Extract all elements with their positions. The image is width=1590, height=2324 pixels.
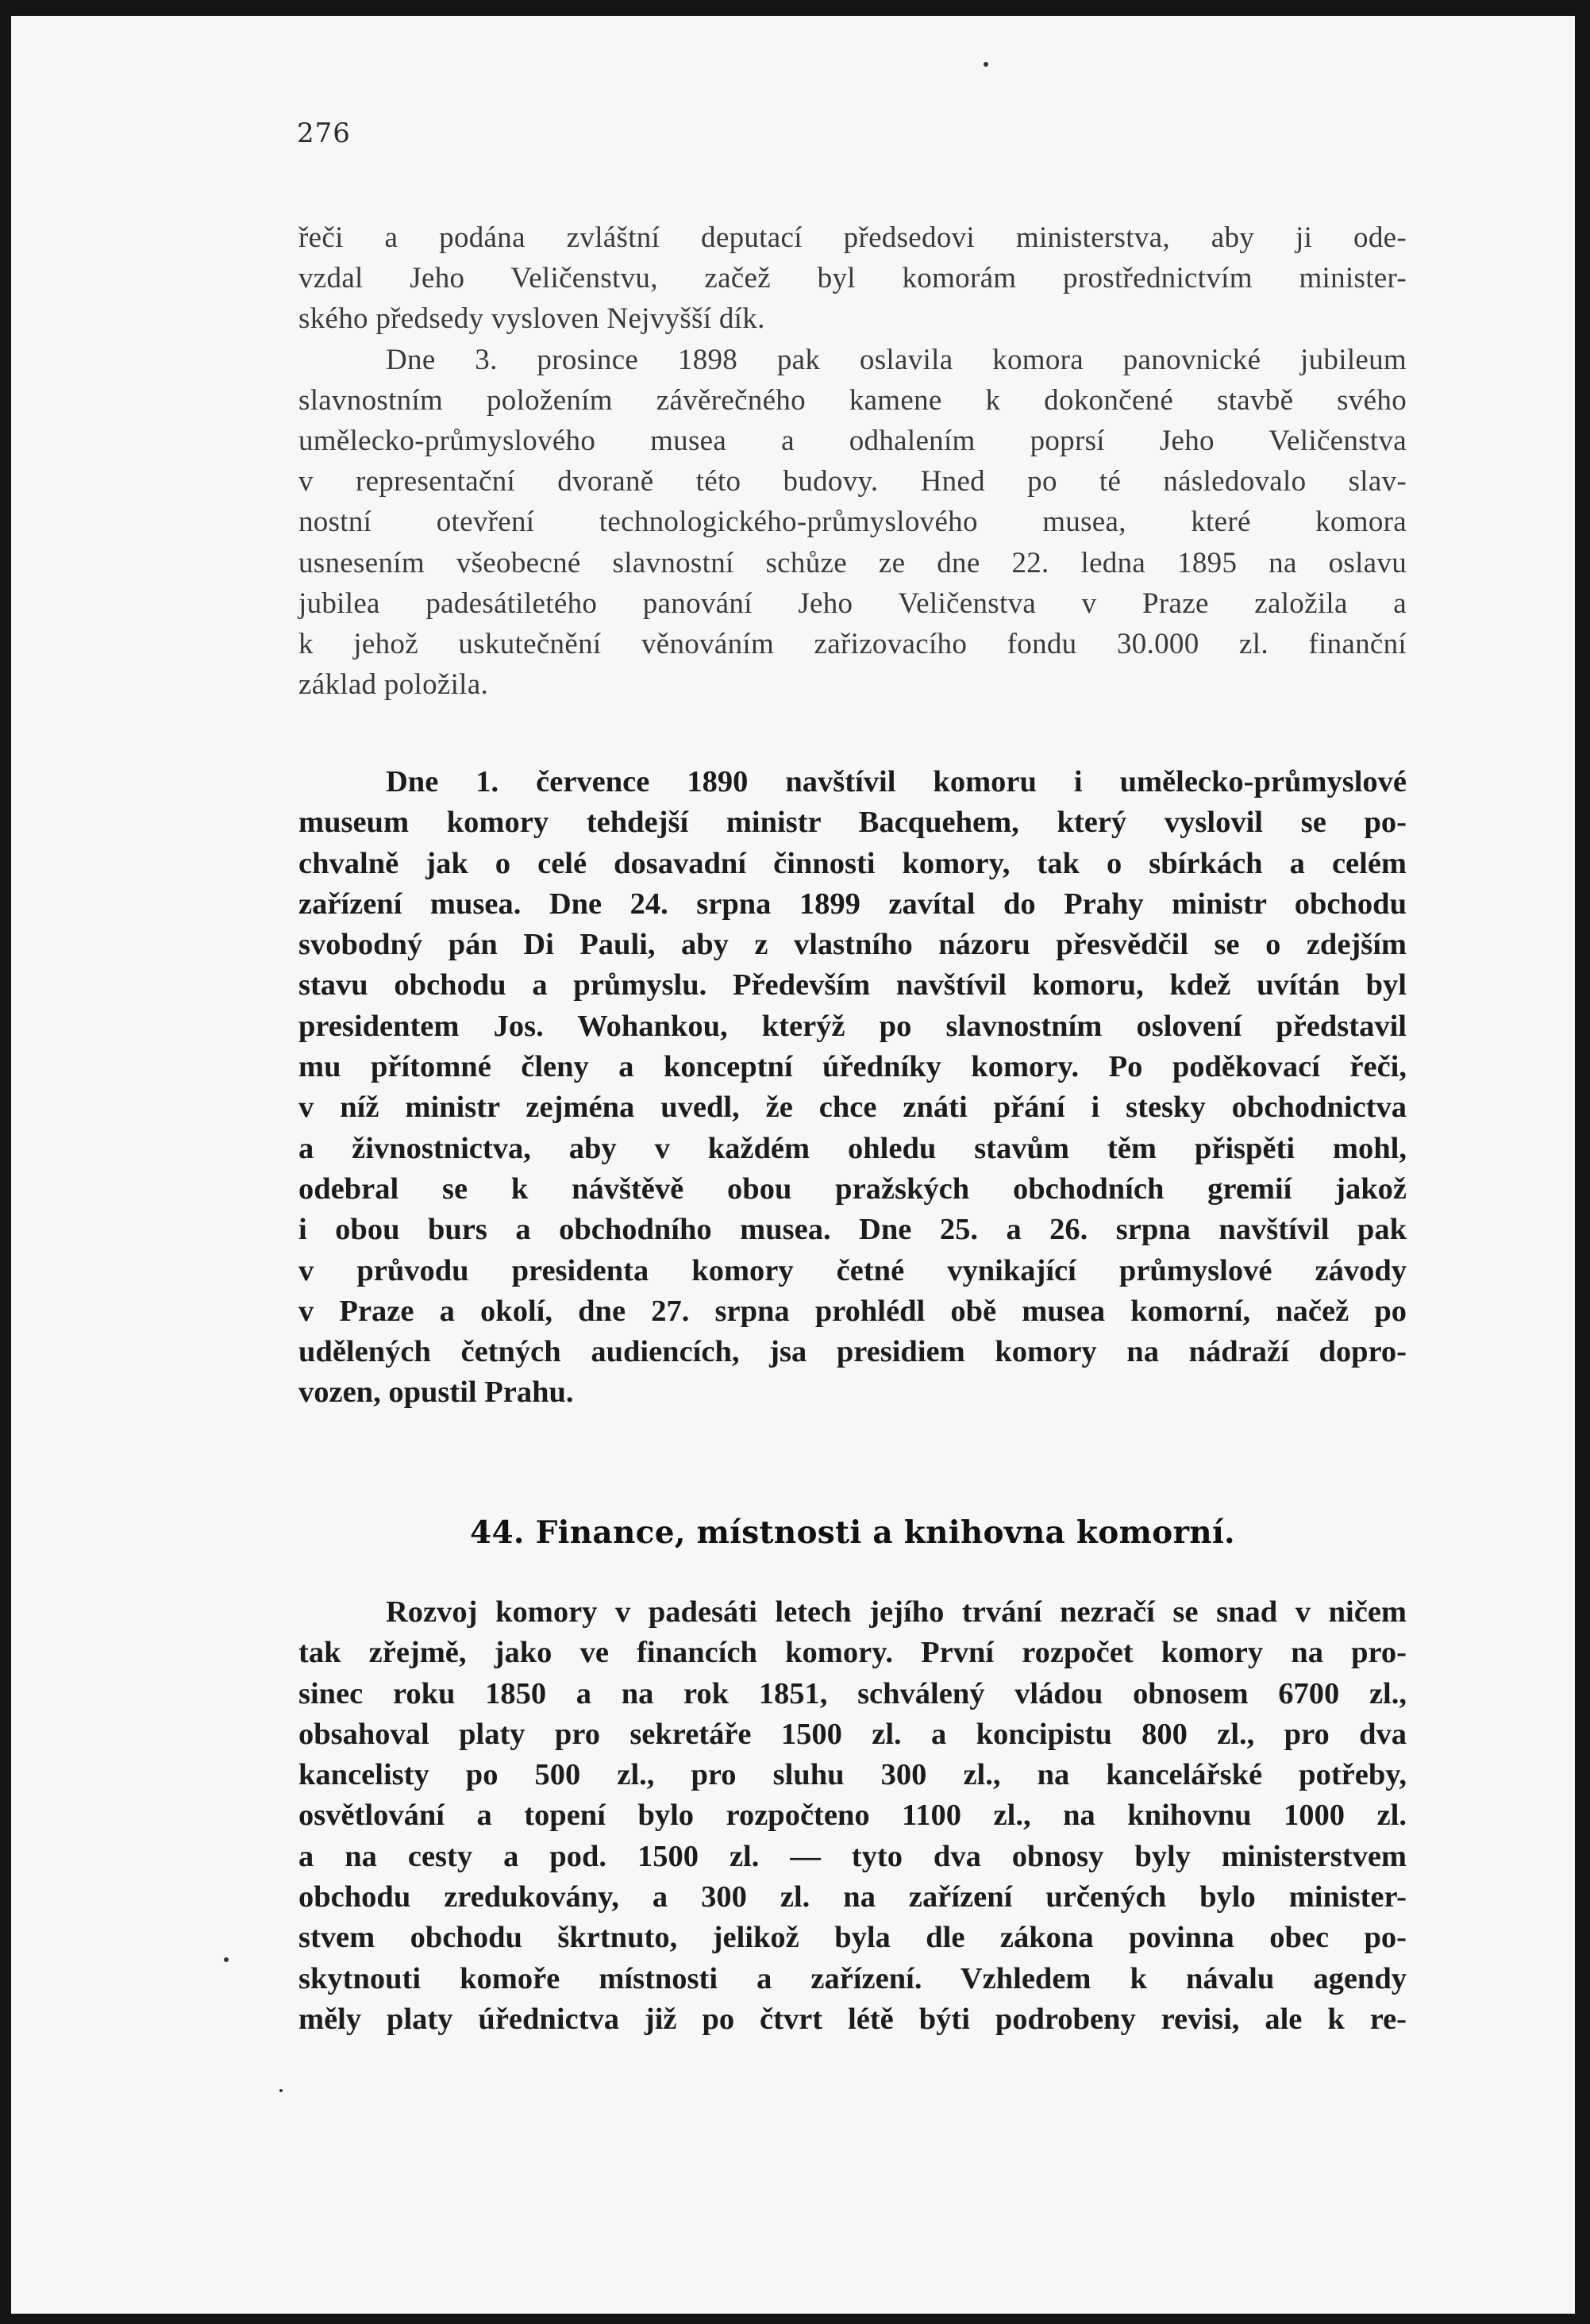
text-block-top [298, 217, 1407, 705]
text-line: udělených četných audiencích, jsa presidiem komory na nádraží dopro- [298, 1335, 1407, 1369]
scan-speck [279, 2089, 283, 2092]
text-line: stavu obchodu a průmyslu. Především navštívil komoru, kdež uvítán byl [298, 968, 1407, 1002]
page-number: 276 [297, 117, 351, 149]
text-block-finances [298, 1592, 1407, 2040]
text-line: Rozvoj komory v padesáti letech jejího trvání nezračí se snad v ničem [386, 1595, 1407, 1629]
text-line: Dne 1. července 1890 navštívil komoru i umělecko-průmyslové [386, 765, 1407, 798]
text-line: i obou burs a obchodního musea. Dne 25. a 26. srpna navštívil pak [298, 1213, 1407, 1247]
text-line: kancelisty po 500 zl., pro sluhu 300 zl., na kancelářské potřeby, [298, 1758, 1407, 1792]
section-heading: 44. Finance, místnosti a knihovna komorní. [470, 1514, 1235, 1551]
text-line: mu přítomné členy a konceptní úředníky komory. Po poděkovací řeči, [298, 1050, 1407, 1084]
text-line: a živnostnictva, aby v každém ohledu stavům těm přispěti mohl, [298, 1131, 1407, 1165]
text-line: zařízení musea. Dne 24. srpna 1899 zavítal do Prahy ministr obchodu [298, 887, 1407, 921]
text-line: obsahoval platy pro sekretáře 1500 zl. a koncipistu 800 zl., pro dva [298, 1717, 1407, 1751]
text-line: tak zřejmě, jako ve financích komory. První rozpočet komory na pro- [298, 1636, 1407, 1670]
text-line: vozen, opustil Prahu. [298, 1376, 574, 1410]
text-line: vzdal Jeho Veličenstvu, začež byl komorám prostřednictvím minister- [298, 262, 1407, 295]
text-line: v níž ministr zejména uvedl, že chce znáti přání i stesky obchodnictva [298, 1091, 1407, 1125]
text-line: obchodu zredukovány, a 300 zl. na zařízení určených bylo minister- [298, 1880, 1407, 1914]
text-line: v Praze a okolí, dne 27. srpna prohlédl obě musea komorní, načež po [298, 1294, 1407, 1328]
text-line: svobodný pán Di Pauli, aby z vlastního názoru přesvědčil se o zdejším [298, 928, 1407, 962]
text-line: osvětlování a topení bylo rozpočteno 1100 zl., na knihovnu 1000 zl. [298, 1799, 1407, 1833]
text-line: chvalně jak o celé dosavadní činnosti komory, tak o sbírkách a celém [298, 846, 1407, 880]
text-line: skytnouti komoře místnosti a zařízení. Vzhledem k návalu agendy [298, 1961, 1407, 1995]
paragraph-minister-visits [298, 762, 1407, 1414]
paragraph-jubilee [298, 340, 1407, 706]
paragraph-continuation [298, 217, 1407, 340]
text-line: v průvodu presidenta komory četné vynikající průmyslové závody [298, 1253, 1407, 1287]
text-line: slavnostním položením závěrečného kamene k dokončené stavbě svého [298, 383, 1407, 417]
text-line: a na cesty a pod. 1500 zl. — tyto dva obnosy byly ministerstvem [298, 1839, 1407, 1873]
text-line: sinec roku 1850 a na rok 1851, schválený vládou obnosem 6700 zl., [298, 1676, 1407, 1710]
text-line: jubilea padesátiletého panování Jeho Veličenstva v Praze založila a [298, 587, 1407, 620]
text-line: nostní otevření technologického-průmyslového musea, které komora [298, 506, 1407, 539]
text-line: museum komory tehdejší ministr Bacquehem, který vyslovil se po- [298, 806, 1407, 840]
scan-speck [224, 1957, 229, 1962]
text-line: základ položila. [298, 668, 489, 702]
paragraph-finances [298, 1592, 1407, 2040]
text-line: stvem obchodu škrtnuto, jelikož byla dle zákona povinna obec po- [298, 1921, 1407, 1955]
text-line: odebral se k návštěvě obou pražských obchodních gremií jakož [298, 1172, 1407, 1206]
text-line: řeči a podána zvláštní deputací předsedovi ministerstva, aby ji ode- [298, 221, 1407, 254]
text-line: umělecko-průmyslového musea a odhalením poprsí Jeho Veličenstva [298, 425, 1407, 458]
text-line: usnesením všeobecné slavnostní schůze ze dne 22. ledna 1895 na oslavu [298, 546, 1407, 579]
text-line: presidentem Jos. Wohankou, kterýž po slavnostním oslovení představil [298, 1009, 1407, 1043]
scan-speck [984, 62, 988, 67]
text-line: k jehož uskutečnění věnováním zařizovacího fondu 30.000 zl. finanční [298, 628, 1407, 661]
text-line: ského předsedy vysloven Nejvyšší dík. [298, 302, 765, 336]
text-line: měly platy úřednictva již po čtvrt létě býti podrobeny revisi, ale k re- [298, 2002, 1407, 2036]
text-line: Dne 3. prosince 1898 pak oslavila komora panovnické jubileum [386, 343, 1407, 376]
text-line: v representační dvoraně této budovy. Hned po té následovalo slav- [298, 465, 1407, 498]
text-block-minister-visits [298, 762, 1407, 1414]
